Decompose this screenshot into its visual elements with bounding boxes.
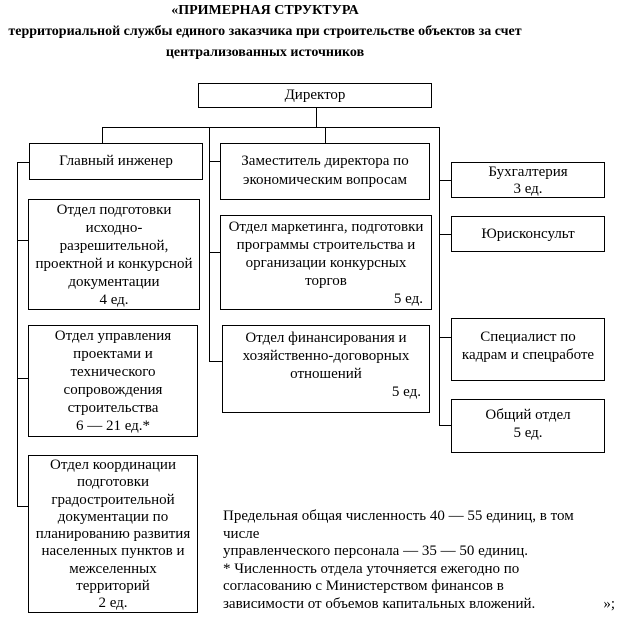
accounting-line: Бухгалтерия [488, 164, 568, 180]
connector-stub-coord [17, 506, 28, 507]
director-box [198, 83, 432, 108]
dept-docs-line: исходно- [85, 220, 143, 236]
hr-specialist-line: кадрам и спецработе [461, 347, 595, 363]
dept-marketing-line: организации конкурсных [245, 255, 407, 271]
title-line-2: территориальной службы единого заказчика при строительстве объектов за счет [8, 24, 522, 39]
deputy-director-line: Заместитель директора по [241, 153, 409, 169]
connector-middle-rail [209, 127, 210, 362]
page-title [0, 0, 530, 63]
footnote-line: * Численность отдела уточняется ежегодно по [223, 560, 520, 577]
dept-projects-line: проектами и [73, 346, 153, 362]
dept-docs-line: разрешительной, [59, 238, 169, 254]
dept-finance-line: Отдел финансирования и [245, 330, 407, 346]
chief-engineer-label: Главный инженер [59, 153, 173, 169]
connector-drop-deputy [325, 127, 326, 143]
connector-stub-general [439, 425, 451, 426]
connector-stub-finance [209, 361, 222, 362]
title-line-3: централизованных источников [165, 45, 365, 60]
dept-projects-line: Отдел управления [54, 328, 172, 344]
dept-coordination-units: 2 ед. [98, 595, 128, 612]
dept-projects-box [28, 325, 198, 437]
legal-counsel-box [451, 216, 605, 252]
footnote-line: согласованию с Министерством финансов в [223, 578, 504, 594]
connector-stub-marketing [209, 252, 220, 253]
dept-coordination-line: градостроительной [51, 491, 175, 508]
dept-docs-line: документации [68, 274, 160, 290]
dept-marketing-units: 5 ед. [393, 291, 423, 307]
connector-stub-deputy [209, 161, 220, 162]
footnote-line: числе [223, 525, 260, 542]
general-dept-units: 5 ед. [513, 425, 543, 441]
hr-specialist-box [451, 318, 605, 381]
connector-stub-chief [17, 162, 29, 163]
dept-projects-line: технического [70, 364, 156, 380]
dept-finance-line: отношений [290, 366, 362, 382]
dept-finance-units: 5 ед. [391, 384, 421, 400]
dept-coordination-line: населенных пунктов и [41, 543, 185, 560]
general-dept-box [451, 399, 605, 453]
dept-projects-line: строительства [67, 400, 159, 416]
dept-marketing-line: торгов [305, 273, 347, 289]
chief-engineer-box [29, 143, 203, 180]
footnote [223, 508, 615, 613]
connector-left-rail [17, 162, 18, 507]
dept-docs-line: проектной и конкурсной [35, 256, 193, 272]
title-line-1: «ПРИМЕРНАЯ СТРУКТУРА [171, 3, 359, 18]
connector-stub-accounting [439, 180, 451, 181]
footnote-line: Предельная общая численность 40 — 55 единиц, в том [223, 508, 574, 524]
connector-director-drop [316, 108, 317, 127]
connector-stub-prep [17, 240, 28, 241]
dept-finance-line: хозяйственно-договорных [242, 348, 410, 364]
footnote-line: зависимости от объемов капитальных вложений. [223, 595, 536, 612]
connector-stub-hr [439, 337, 451, 338]
deputy-director-box [220, 143, 430, 200]
deputy-director-line: экономическим вопросам [243, 172, 407, 188]
director-label: Директор [284, 87, 346, 103]
dept-projects-line: сопровождения [63, 382, 163, 398]
dept-coordination-line: Отдел координации [50, 457, 176, 473]
dept-coordination-line: межселенных [69, 560, 157, 577]
general-dept-line: Общий отдел [485, 407, 571, 423]
dept-projects-units: 6 — 21 ед.* [75, 418, 151, 434]
accounting-box [451, 162, 605, 198]
dept-coordination-box [28, 455, 198, 613]
dept-marketing-line: Отдел маркетинга, подготовки [228, 219, 424, 235]
connector-stub-mgmt [17, 378, 28, 379]
footnote-line: управленческого персонала — 35 — 50 единиц. [223, 543, 529, 559]
legal-counsel-label: Юрисконсульт [481, 226, 575, 242]
connector-right-rail [439, 127, 440, 426]
accounting-units: 3 ед. [513, 180, 543, 197]
dept-finance-box [222, 325, 430, 413]
dept-docs-box [28, 199, 200, 310]
connector-main-rail [102, 127, 440, 128]
dept-coordination-line: подготовки [76, 474, 150, 491]
dept-docs-line: Отдел подготовки [56, 202, 172, 218]
dept-coordination-line: документации по [57, 508, 169, 525]
dept-coordination-line: территорий [76, 578, 150, 595]
dept-coordination-line: планированию развития [35, 526, 191, 543]
dept-docs-units: 4 ед. [99, 292, 129, 308]
hr-specialist-line: Специалист по [480, 329, 576, 345]
dept-marketing-line: программы строительства и [236, 237, 416, 253]
connector-stub-legal [439, 234, 451, 235]
dept-marketing-box [220, 215, 432, 310]
footnote-closing-quote: »; [603, 595, 615, 612]
connector-drop-chief-engineer [102, 127, 103, 143]
